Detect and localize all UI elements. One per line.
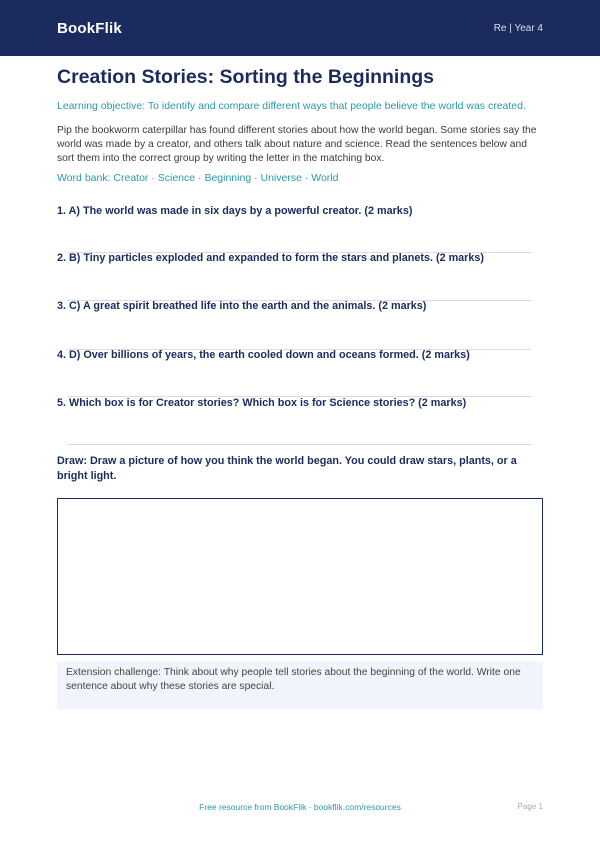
drawing-area[interactable] — [57, 498, 543, 655]
question-5: 5. Which box is for Creator stories? Which box is for Science stories? (2 marks) — [57, 397, 467, 409]
question-3: 3. C) A great spirit breathed life into the earth and the animals. (2 marks) — [57, 300, 427, 312]
answer-line-5[interactable] — [67, 444, 531, 445]
subject-year-label: Re | Year 4 — [493, 22, 543, 34]
question-4: 4. D) Over billions of years, the earth cooled down and oceans formed. (2 marks) — [57, 349, 470, 361]
learning-objective: Learning objective: To identify and compare different ways that people believe the world was created. — [57, 100, 526, 112]
question-1: 1. A) The world was made in six days by a powerful creator. (2 marks) — [57, 205, 413, 217]
intro-paragraph: Pip the bookworm caterpillar has found different stories about how the world began. Some stories say the world was made by a creator, and others talk about nature and science. Read the sentences below and sort them into the correct group by writing the letter in the matching box. — [57, 125, 537, 164]
extension-challenge — [57, 661, 543, 709]
extension-text: Extension challenge: Think about why people tell stories about the beginning of the world. Write one sentence about why these stories are special. — [66, 667, 521, 692]
page-number: Page 1 — [517, 802, 543, 811]
brand-logo-text: BookFlik — [57, 19, 122, 37]
question-2: 2. B) Tiny particles exploded and expanded to form the stars and planets. (2 marks) — [57, 252, 484, 264]
header-bar — [0, 0, 600, 56]
page-title: Creation Stories: Sorting the Beginnings — [57, 66, 435, 88]
footer-link[interactable]: Free resource from BookFlik · bookflik.com/resources — [199, 802, 401, 812]
word-bank: Word bank: Creator · Science · Beginning · Universe · World — [57, 172, 339, 184]
draw-prompt: Draw: Draw a picture of how you think the world began. You could draw stars, plants, or a bright light. — [57, 455, 517, 482]
